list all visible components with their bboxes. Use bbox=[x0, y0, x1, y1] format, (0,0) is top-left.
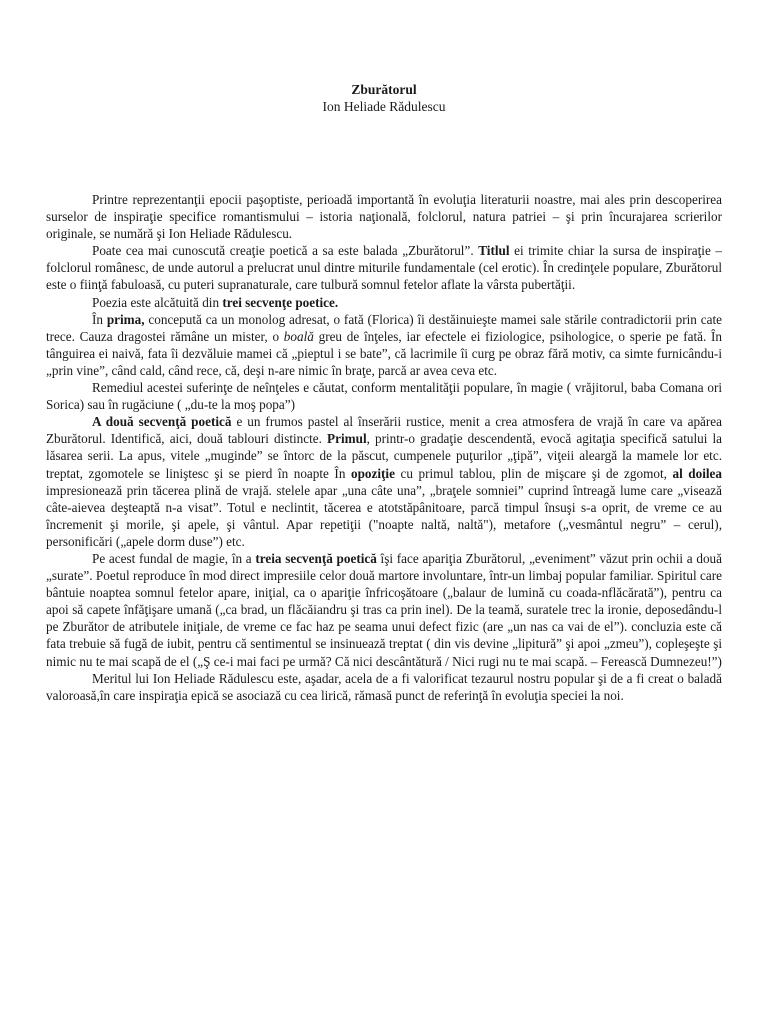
paragraph bbox=[46, 670, 722, 704]
paragraph bbox=[46, 242, 722, 293]
bold-text: treia secvenţă poetică bbox=[255, 550, 377, 566]
paragraph-text: Printre reprezentanţii epocii paşoptiste, perioadă importantă în evoluţia literaturii noastre, mai ales prin descoperirea surselor de inspiraţie specifice romantismului – istoria naţională, folclorul, natura patriei – şi prin încurajarea scrierilor originale, se numără şi Ion Heliade Rădulescu. bbox=[46, 192, 722, 242]
italic-text: boală bbox=[283, 328, 314, 344]
bold-text: prima, bbox=[106, 311, 145, 327]
paragraph-text: Pe acest fundal de magie, în a bbox=[92, 550, 256, 566]
paragraph-text: Remediul acestei suferinţe de neînţeles e căutat, conform mentalităţii populare, în magie ( vrăjitorul, baba Comana ori Sorica) sau în rugăciune ( „du-te la moş popa”) bbox=[46, 380, 722, 413]
paragraph-text: , printr-o gradaţie descendentă, evocă agitaţia specifică satului la lăsarea serii. La apus, vitele „muginde” se întorc de la păscut, cumpenele puţurilor „ţipă”, viţeii aleargă la mamele lor etc. treptat, zgomotele se liniştesc şi se pierd în noapte În bbox=[46, 431, 722, 481]
bold-text: opoziţie bbox=[350, 465, 395, 481]
bold-text: trei secvenţe poetice. bbox=[222, 294, 339, 310]
paragraph-text: îşi face apariţia Zburătorul, „eveniment” văzut prin ochii a două „surate”. Poetul reproduce în mod direct impresiile celor două martore involuntare, într-un limbaj popular familiar. Spiritul care bântuie noaptea somnul fetelor apare, iniţial, ca o apariţie înfricoşătoare („balaur de lumină cu coada-nflăcărată”), pentru ca apoi să capete înfăţişare umană („ca brad, un flăcăiandru şi tras ca prin inel). De la teamă, suratele trec la ironie, deposedându-l pe Zburător de atributele iniţiale, de vreme ce fac haz pe seama unui defect fizic (are „un nas ca vai de el”). concluzia este că fata trebuie să fugă de iubit, pentru că sentimentul se insinuează treptat ( din vis devine „lipitură” şi apoi „zmeu”), copleşeşte şi nimic nu te mai scapă de el („Ş ce-i mai faci pe urmă? Că nici descântătură / Nici rugi nu te mai scapă. – Ferească Dumnezeu!”) bbox=[46, 550, 722, 669]
paragraph bbox=[46, 191, 722, 242]
paragraph-text: impresionează prin tăcerea plină de vrajă. stelele apar „una câte una”, „braţele somniei” cuprind întreagă lume care „visează câte-aievea deşteaptă n-a visat”. Totul e neclintit, tăcerea e atotstăpânitoare, parcă timpul însuşi s-a oprit, de vreme ce au încremenit şi morile, şi apele, şi vântul. Apar repetiţii ("noapte naltă, naltă"), metafore („vesmântul negru” – cerul), personificări („apele dorm duse”) etc. bbox=[46, 482, 722, 549]
bold-text: A două secvenţă poetică bbox=[92, 414, 232, 430]
paragraph bbox=[46, 294, 722, 311]
paragraph-text: e un frumos pastel al înserării rustice, menit a crea atmosfera de vrajă în care va apărea Zburătorul. Identifică, aici, două tablouri distincte. bbox=[46, 414, 722, 447]
paragraph-text: Meritul lui Ion Heliade Rădulescu este, aşadar, acela de a fi valorificat tezaurul nostru popular şi de a fi creat o baladă valoroasă,în care inspiraţia epică se asociază cu cea lirică, rămasă punct de referinţă în evoluţia speciei la noi. bbox=[46, 670, 722, 703]
bold-text: al doilea bbox=[672, 465, 722, 481]
bold-text: Titlul bbox=[478, 243, 510, 259]
paragraph bbox=[46, 311, 722, 379]
paragraph bbox=[46, 379, 722, 413]
document-body bbox=[46, 191, 722, 704]
document-author: Ion Heliade Rădulescu bbox=[322, 99, 446, 114]
paragraph-text: Poezia este alcătuită din bbox=[92, 294, 223, 310]
paragraph-text: greu de înţeles, iar efectele ei fiziologice, psihologice, o sperie pe fată. În tânguirea ei naivă, fata îi dezvăluie mamei că „pieptul i se bate”, că lacrimile îi curg pe obraz fără motiv, ca simte furnicându-i „prin vine”, când cald, când rece, că, deşi n-are nimic în braţe, parcă ar avea ceva etc. bbox=[46, 328, 722, 378]
paragraph-text: ei trimite chiar la sursa de inspiraţie – folclorul românesc, de unde autorul a prelucrat unul dintre miturile fundamentale (cel erotic). În credinţele populare, Zburătorul este o fiinţă fabuloasă, cu puteri supranaturale, care tulbură somnul fetelor aflate la vârsta pubertăţii. bbox=[46, 243, 722, 293]
paragraph-text: cu primul tablou, plin de mişcare şi de zgomot, bbox=[394, 465, 673, 481]
paragraph-text: concepută ca un monolog adresat, o fată (Florica) îi destăinuieşte mamei sale stările contradictorii prin cate trece. Cauza dragostei rămâne un mister, o bbox=[46, 311, 722, 344]
document-title: Zburătorul bbox=[351, 82, 417, 97]
paragraph bbox=[46, 550, 722, 670]
paragraph-text: Poate cea mai cunoscută creaţie poetică a sa este balada „Zburătorul”. bbox=[92, 243, 479, 259]
paragraph bbox=[46, 413, 722, 550]
paragraph-text: În bbox=[92, 311, 107, 327]
bold-text: Primul bbox=[327, 431, 367, 447]
